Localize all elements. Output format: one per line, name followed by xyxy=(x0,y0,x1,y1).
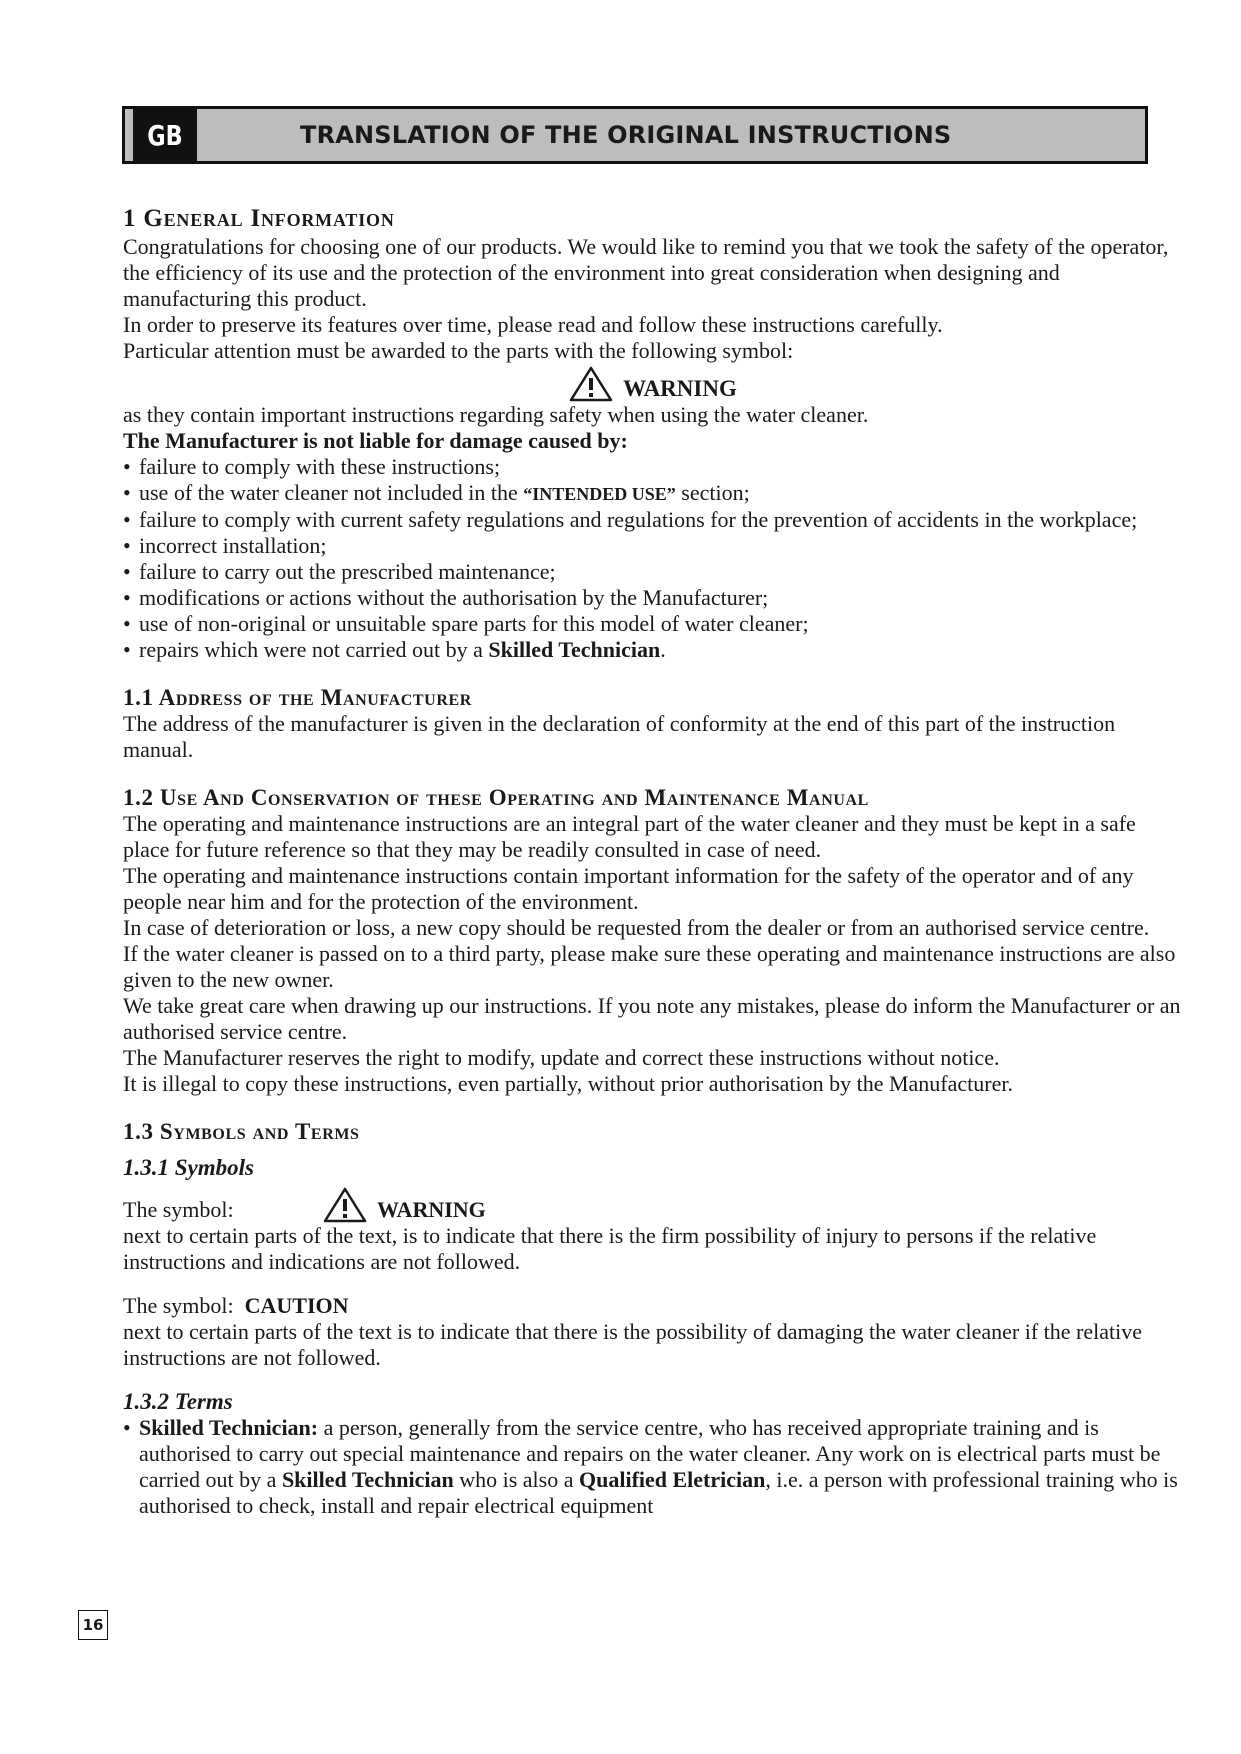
symbol-label: The symbol: xyxy=(123,1197,234,1222)
subsection-heading-terms: 1.3.2 Terms xyxy=(123,1389,233,1414)
terms-list xyxy=(123,1415,1183,1519)
paragraph: It is illegal to copy these instructions, even partially, without prior authorisation by the Manufacturer. xyxy=(123,1071,1013,1096)
list-item: • failure to comply with current safety regulations and regulations for the prevention of accidents in the workplace; xyxy=(123,507,1183,533)
section-heading-1-1: 1.1 Address of the Manufacturer xyxy=(123,685,472,710)
paragraph: next to certain parts of the text, is to indicate that there is the firm possibility of injury to persons if the relative instructions and indications are not followed. xyxy=(123,1223,1097,1274)
paragraph: Congratulations for choosing one of our products. We would like to remind you that we took the safety of the operator, the efficiency of its use and the protection of the environment into great consideration when designing and manufacturing this product. xyxy=(123,234,1169,311)
warning-triangle-icon xyxy=(323,1187,367,1223)
section-heading-1-2: 1.2 Use And Conservation of these Operating and Maintenance Manual xyxy=(123,785,869,810)
paragraph: In order to preserve its features over time, please read and follow these instructions carefully. xyxy=(123,312,943,337)
list-item: • use of non-original or unsuitable spare parts for this model of water cleaner; xyxy=(123,611,1183,637)
liability-heading: The Manufacturer is not liable for damage caused by: xyxy=(123,428,628,453)
liability-list xyxy=(123,454,1183,663)
subsection-heading-symbols: 1.3.1 Symbols xyxy=(123,1155,254,1180)
warning-callout xyxy=(123,368,1183,402)
warning-symbol-row xyxy=(123,1187,1183,1223)
paragraph: We take great care when drawing up our instructions. If you note any mistakes, please do inform the Manufacturer or an authorised service centre. xyxy=(123,993,1181,1044)
warning-label: WARNING xyxy=(623,376,737,401)
caution-symbol-row: The symbol: CAUTION xyxy=(123,1293,349,1318)
paragraph: The Manufacturer reserves the right to modify, update and correct these instructions without notice. xyxy=(123,1045,1000,1070)
warning-triangle-icon xyxy=(569,366,613,402)
section-heading-1: 1 General Information xyxy=(123,205,395,232)
paragraph: In case of deterioration or loss, a new copy should be requested from the dealer or from an authorised service centre. xyxy=(123,915,1150,940)
page-number: 16 xyxy=(78,1610,108,1640)
intended-use-ref: “INTENDED USE” xyxy=(523,484,676,504)
paragraph: The address of the manufacturer is given in the declaration of conformity at the end of this part of the instruction manual. xyxy=(123,711,1116,762)
language-tab: GB xyxy=(133,109,197,161)
list-item: • repairs which were not carried out by a Skilled Technician. xyxy=(123,637,1183,663)
caution-label: CAUTION xyxy=(244,1293,349,1318)
paragraph: The operating and maintenance instructions are an integral part of the water cleaner and they must be kept in a safe place for future reference so that they may be readily consulted in case of need. xyxy=(123,811,1136,862)
list-item: • failure to comply with these instructions; xyxy=(123,454,1183,480)
list-item: • modifications or actions without the authorisation by the Manufacturer; xyxy=(123,585,1183,611)
section-heading-1-3: 1.3 Symbols and Terms xyxy=(123,1119,360,1144)
header-title: TRANSLATION OF THE ORIGINAL INSTRUCTIONS xyxy=(300,121,952,149)
paragraph: The operating and maintenance instructions contain important information for the safety of the operator and of any people near him and for the protection of the environment. xyxy=(123,863,1134,914)
page-header xyxy=(122,106,1148,164)
list-item: • use of the water cleaner not included in the “INTENDED USE” section; xyxy=(123,480,1183,507)
document-body xyxy=(123,206,1183,1519)
paragraph: If the water cleaner is passed on to a third party, please make sure these operating and maintenance instructions are also given to the new owner. xyxy=(123,941,1176,992)
paragraph: next to certain parts of the text is to indicate that there is the possibility of damaging the water cleaner if the relative instructions are not followed. xyxy=(123,1319,1142,1370)
list-item: • failure to carry out the prescribed maintenance; xyxy=(123,559,1183,585)
warning-label: WARNING xyxy=(377,1197,486,1222)
list-item: • incorrect installation; xyxy=(123,533,1183,559)
paragraph: Particular attention must be awarded to the parts with the following symbol: xyxy=(123,338,794,363)
list-item: • Skilled Technician: a person, generally from the service centre, who has received appropriate training and is authorised to carry out special maintenance and repairs on the water cleaner. Any work on is electrical parts must be carried out by a Skilled Technician who is also a Qualified Eletrician, i.e. a person with professional training who is authorised to check, install and repair electrical equipment xyxy=(123,1415,1183,1519)
paragraph: as they contain important instructions regarding safety when using the water cleaner. xyxy=(123,402,869,427)
